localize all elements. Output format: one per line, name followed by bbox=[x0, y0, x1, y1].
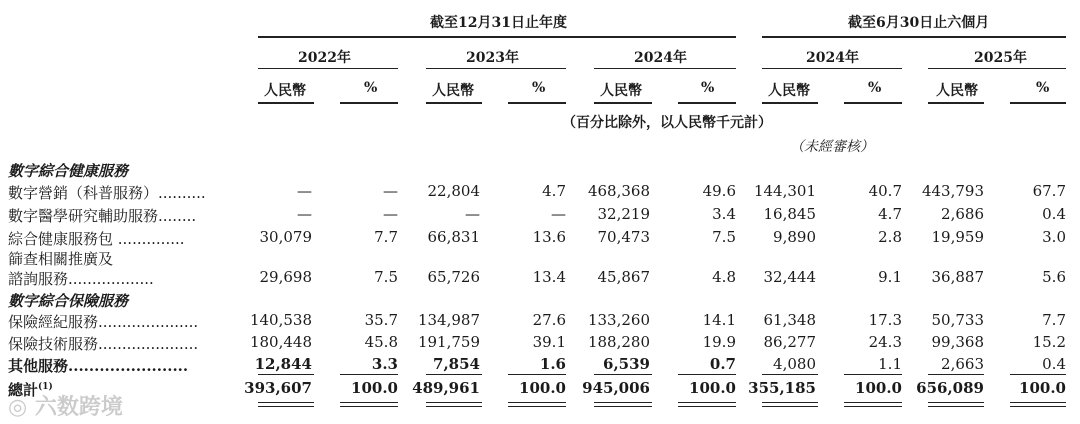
table-cell: 14.1 bbox=[702, 311, 736, 329]
rule bbox=[928, 68, 1066, 69]
header-rmb: 人民幣 bbox=[600, 83, 642, 99]
rule bbox=[928, 102, 984, 104]
table-cell: 32,444 bbox=[763, 268, 816, 286]
table-cell: 17.3 bbox=[868, 311, 902, 329]
table-cell: 945,006 bbox=[582, 379, 650, 397]
rule bbox=[678, 406, 736, 407]
rule bbox=[426, 102, 482, 104]
table-cell: 468,368 bbox=[587, 182, 650, 200]
table-cell: — bbox=[383, 182, 398, 200]
table-cell: 15.2 bbox=[1032, 333, 1066, 351]
table-cell: 9,890 bbox=[773, 228, 816, 246]
table-cell: 12,844 bbox=[254, 355, 312, 373]
rule bbox=[258, 36, 736, 38]
rule bbox=[678, 102, 736, 104]
table-cell: 7.7 bbox=[374, 228, 398, 246]
table-cell: 656,089 bbox=[916, 379, 984, 397]
rule bbox=[508, 406, 566, 407]
row-label: 其他服務....................... bbox=[8, 357, 189, 375]
table-cell: 35.7 bbox=[364, 311, 398, 329]
rule bbox=[594, 374, 652, 375]
header-pct: % bbox=[364, 80, 378, 96]
rule bbox=[762, 36, 1066, 38]
table-cell: 4.8 bbox=[712, 268, 736, 286]
header-group-six-months: 截至6月30日止六個月 bbox=[848, 15, 990, 31]
table-cell: 134,987 bbox=[417, 311, 480, 329]
footnote-marker: (1) bbox=[38, 382, 53, 392]
rule bbox=[762, 68, 902, 69]
table-cell: 7.5 bbox=[712, 228, 736, 246]
table-cell: — bbox=[465, 205, 480, 223]
rule bbox=[762, 406, 818, 407]
table-cell: 65,726 bbox=[427, 268, 480, 286]
section-title: 數字綜合保險服務 bbox=[8, 292, 129, 310]
row-label: 保險經紀服務..................... bbox=[8, 313, 199, 331]
rule bbox=[844, 102, 902, 104]
rule bbox=[594, 68, 736, 69]
rule bbox=[340, 406, 398, 407]
table-cell: 99,368 bbox=[931, 333, 984, 351]
rule bbox=[1010, 402, 1066, 403]
rule bbox=[426, 68, 566, 69]
unit-note: （百分比除外，以人民幣千元計） bbox=[562, 115, 772, 131]
rule bbox=[258, 102, 314, 104]
header-year: 2024年 bbox=[634, 50, 687, 66]
rule bbox=[762, 402, 818, 403]
table-cell: 45.8 bbox=[364, 333, 398, 351]
row-label: 數字營銷（科普服務）.......... bbox=[8, 184, 206, 202]
table-cell: 191,759 bbox=[417, 333, 480, 351]
table-cell: 7.7 bbox=[1042, 311, 1066, 329]
rule bbox=[928, 374, 984, 375]
table-cell: 30,079 bbox=[259, 228, 312, 246]
table-cell: 4,080 bbox=[773, 355, 816, 373]
table-cell: 100.0 bbox=[1019, 379, 1066, 397]
table-cell: 443,793 bbox=[921, 182, 984, 200]
rule bbox=[928, 402, 984, 403]
table-cell: 2,663 bbox=[941, 355, 984, 373]
watermark-text: 六数跨境 bbox=[34, 395, 123, 420]
table-cell: 4.7 bbox=[878, 205, 902, 223]
table-cell: 16,845 bbox=[763, 205, 816, 223]
table-cell: 0.4 bbox=[1042, 205, 1066, 223]
table-cell: 61,348 bbox=[763, 311, 816, 329]
unaudited-note: （未經審核） bbox=[790, 139, 874, 155]
table-cell: 40.7 bbox=[868, 182, 902, 200]
rule bbox=[340, 374, 398, 375]
table-cell: 66,831 bbox=[427, 228, 480, 246]
table-cell: 180,448 bbox=[249, 333, 312, 351]
table-cell: 32,219 bbox=[597, 205, 650, 223]
rule bbox=[594, 406, 652, 407]
table-cell: 2.8 bbox=[878, 228, 902, 246]
table-cell: 2,686 bbox=[941, 205, 984, 223]
rule bbox=[844, 402, 902, 403]
rule bbox=[508, 102, 566, 104]
table-cell: 13.6 bbox=[532, 228, 566, 246]
header-rmb: 人民幣 bbox=[768, 83, 810, 99]
rule bbox=[258, 374, 314, 375]
table-cell: 133,260 bbox=[587, 311, 650, 329]
row-label: 綜合健康服務包 .............. bbox=[8, 230, 185, 248]
table-cell: 7.5 bbox=[374, 268, 398, 286]
table-cell: 1.1 bbox=[878, 355, 902, 373]
header-pct: % bbox=[701, 80, 715, 96]
table-cell: 3.4 bbox=[712, 205, 736, 223]
table-cell: 0.7 bbox=[709, 355, 736, 373]
row-label: 諮詢服務.................. bbox=[8, 270, 154, 288]
table-cell: 7,854 bbox=[433, 355, 480, 373]
rule bbox=[1010, 406, 1066, 407]
header-year: 2022年 bbox=[298, 50, 351, 66]
table-cell: 0.4 bbox=[1042, 355, 1066, 373]
section-title: 數字綜合健康服務 bbox=[8, 162, 129, 180]
table-cell: — bbox=[551, 205, 566, 223]
rule bbox=[426, 406, 482, 407]
rule bbox=[508, 402, 566, 403]
table-cell: — bbox=[297, 182, 312, 200]
table-cell: 489,961 bbox=[412, 379, 480, 397]
table-cell: 36,887 bbox=[931, 268, 984, 286]
table-cell: — bbox=[383, 205, 398, 223]
table-cell: 45,867 bbox=[597, 268, 650, 286]
table-cell: 188,280 bbox=[587, 333, 650, 351]
table-cell: 70,473 bbox=[597, 228, 650, 246]
total-label: 總計 bbox=[8, 381, 39, 399]
table-cell: 49.6 bbox=[702, 182, 736, 200]
table-cell: 393,607 bbox=[244, 379, 312, 397]
rule bbox=[340, 102, 398, 104]
table-cell: 100.0 bbox=[519, 379, 566, 397]
table-cell: 3.3 bbox=[371, 355, 398, 373]
table-cell: 1.6 bbox=[539, 355, 566, 373]
rule bbox=[844, 374, 902, 375]
rule bbox=[258, 406, 314, 407]
header-pct: % bbox=[532, 80, 546, 96]
header-year: 2025年 bbox=[974, 50, 1027, 66]
table-cell: 29,698 bbox=[259, 268, 312, 286]
rule bbox=[762, 374, 818, 375]
table-cell: 50,733 bbox=[931, 311, 984, 329]
table-cell: 355,185 bbox=[748, 379, 816, 397]
table-cell: 140,538 bbox=[249, 311, 312, 329]
header-group-fiscal-year: 截至12月31日止年度 bbox=[430, 15, 567, 31]
header-rmb: 人民幣 bbox=[432, 83, 474, 99]
table-cell: 86,277 bbox=[763, 333, 816, 351]
table-cell: 24.3 bbox=[868, 333, 902, 351]
rule bbox=[762, 102, 818, 104]
table-cell: 5.6 bbox=[1042, 268, 1066, 286]
row-label: 保險技術服務..................... bbox=[8, 335, 199, 353]
header-year: 2023年 bbox=[466, 50, 519, 66]
rule bbox=[340, 402, 398, 403]
rule bbox=[426, 402, 482, 403]
watermark bbox=[8, 390, 123, 421]
rule bbox=[594, 102, 652, 104]
row-label: 篩查相關推廣及 bbox=[8, 250, 114, 268]
rule bbox=[928, 406, 984, 407]
rule bbox=[258, 68, 398, 69]
rule bbox=[678, 402, 736, 403]
row-label: 數字醫學研究輔助服務........ bbox=[8, 207, 197, 225]
rule bbox=[844, 406, 902, 407]
header-rmb: 人民幣 bbox=[264, 83, 306, 99]
table-cell: 144,301 bbox=[753, 182, 816, 200]
table-cell: 6,539 bbox=[603, 355, 650, 373]
rule bbox=[678, 374, 736, 375]
table-cell: 27.6 bbox=[532, 311, 566, 329]
table-cell: 100.0 bbox=[855, 379, 902, 397]
table-cell: 19,959 bbox=[931, 228, 984, 246]
table-cell: — bbox=[297, 205, 312, 223]
watermark-logo-icon: ◎ bbox=[8, 395, 35, 420]
table-cell: 3.0 bbox=[1042, 228, 1066, 246]
table-cell: 9.1 bbox=[878, 268, 902, 286]
header-pct: % bbox=[1036, 80, 1050, 96]
rule bbox=[1010, 102, 1066, 104]
table-cell: 13.4 bbox=[532, 268, 566, 286]
rule bbox=[1010, 374, 1066, 375]
table-cell: 67.7 bbox=[1032, 182, 1066, 200]
header-pct: % bbox=[868, 80, 882, 96]
header-rmb: 人民幣 bbox=[936, 83, 978, 99]
table-cell: 4.7 bbox=[542, 182, 566, 200]
table-cell: 39.1 bbox=[532, 333, 566, 351]
rule bbox=[426, 374, 482, 375]
rule bbox=[258, 402, 314, 403]
rule bbox=[594, 402, 652, 403]
rule bbox=[508, 374, 566, 375]
table-cell: 100.0 bbox=[351, 379, 398, 397]
table-cell: 100.0 bbox=[689, 379, 736, 397]
table-cell: 22,804 bbox=[427, 182, 480, 200]
header-year: 2024年 bbox=[806, 50, 859, 66]
table-cell: 19.9 bbox=[702, 333, 736, 351]
